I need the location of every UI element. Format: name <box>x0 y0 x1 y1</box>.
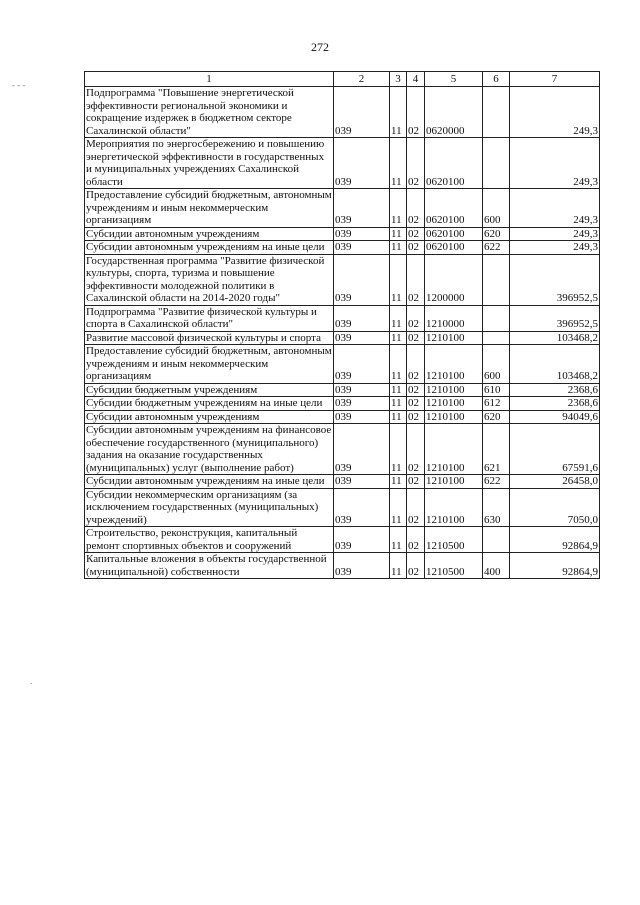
cell-amount: 26458,0 <box>510 475 600 489</box>
cell-subsection: 02 <box>407 475 425 489</box>
cell-subsection: 02 <box>407 345 425 384</box>
cell-subsection: 02 <box>407 397 425 411</box>
cell-code: 039 <box>334 527 390 553</box>
scan-mark: - - - <box>12 80 26 90</box>
scan-mark: . <box>30 676 33 686</box>
cell-expense-type: 400 <box>483 553 510 579</box>
cell-code: 039 <box>334 254 390 305</box>
cell-code: 039 <box>334 345 390 384</box>
cell-section: 11 <box>390 383 407 397</box>
cell-target-article: 1210500 <box>425 553 483 579</box>
cell-expense-type <box>483 138 510 189</box>
cell-name: Развитие массовой физической культуры и спорта <box>85 331 334 345</box>
cell-section: 11 <box>390 410 407 424</box>
cell-code: 039 <box>334 553 390 579</box>
cell-subsection: 02 <box>407 227 425 241</box>
cell-expense-type: 622 <box>483 241 510 255</box>
header-col-7: 7 <box>510 72 600 87</box>
cell-subsection: 02 <box>407 553 425 579</box>
cell-code: 039 <box>334 410 390 424</box>
cell-subsection: 02 <box>407 87 425 138</box>
cell-expense-type: 630 <box>483 488 510 527</box>
cell-target-article: 1210100 <box>425 424 483 475</box>
table-row <box>85 254 600 305</box>
cell-expense-type <box>483 527 510 553</box>
cell-amount: 249,3 <box>510 241 600 255</box>
table-row <box>85 189 600 228</box>
cell-target-article: 1200000 <box>425 254 483 305</box>
cell-name: Капитальные вложения в объекты государственной (муниципальной) собственности <box>85 553 334 579</box>
cell-amount: 249,3 <box>510 227 600 241</box>
cell-section: 11 <box>390 553 407 579</box>
cell-subsection: 02 <box>407 383 425 397</box>
cell-section: 11 <box>390 331 407 345</box>
cell-code: 039 <box>334 488 390 527</box>
cell-code: 039 <box>334 138 390 189</box>
cell-name: Субсидии автономным учреждениям <box>85 410 334 424</box>
cell-name: Субсидии бюджетным учреждениям <box>85 383 334 397</box>
cell-expense-type <box>483 254 510 305</box>
cell-name: Субсидии бюджетным учреждениям на иные цели <box>85 397 334 411</box>
cell-subsection: 02 <box>407 331 425 345</box>
cell-subsection: 02 <box>407 527 425 553</box>
cell-section: 11 <box>390 241 407 255</box>
cell-code: 039 <box>334 189 390 228</box>
cell-name: Субсидии автономным учреждениям на финансовое обеспечение государственного (муниципального) задания на оказание государственных (муниципальных) услуг (выполнение работ) <box>85 424 334 475</box>
table-header-row <box>85 72 600 87</box>
page-number: 272 <box>311 40 329 54</box>
cell-amount: 2368,6 <box>510 397 600 411</box>
cell-expense-type <box>483 331 510 345</box>
cell-section: 11 <box>390 227 407 241</box>
cell-target-article: 0620000 <box>425 87 483 138</box>
cell-amount: 94049,6 <box>510 410 600 424</box>
cell-code: 039 <box>334 475 390 489</box>
cell-code: 039 <box>334 397 390 411</box>
cell-target-article: 1210000 <box>425 305 483 331</box>
cell-amount: 249,3 <box>510 189 600 228</box>
table-row <box>85 227 600 241</box>
cell-section: 11 <box>390 87 407 138</box>
cell-subsection: 02 <box>407 241 425 255</box>
cell-amount: 396952,5 <box>510 254 600 305</box>
table-row <box>85 475 600 489</box>
cell-target-article: 0620100 <box>425 138 483 189</box>
cell-target-article: 1210100 <box>425 410 483 424</box>
cell-section: 11 <box>390 305 407 331</box>
cell-subsection: 02 <box>407 305 425 331</box>
cell-expense-type <box>483 87 510 138</box>
cell-section: 11 <box>390 254 407 305</box>
cell-amount: 67591,6 <box>510 424 600 475</box>
cell-subsection: 02 <box>407 410 425 424</box>
cell-target-article: 0620100 <box>425 189 483 228</box>
cell-expense-type: 600 <box>483 189 510 228</box>
cell-name: Подпрограмма "Повышение энергетической эффективности региональной экономики и сокращение издержек в бюджетном секторе Сахалинской области" <box>85 87 334 138</box>
table-row <box>85 488 600 527</box>
header-col-5: 5 <box>425 72 483 87</box>
header-col-2: 2 <box>334 72 390 87</box>
cell-subsection: 02 <box>407 424 425 475</box>
header-col-4: 4 <box>407 72 425 87</box>
cell-section: 11 <box>390 345 407 384</box>
cell-expense-type: 610 <box>483 383 510 397</box>
header-col-6: 6 <box>483 72 510 87</box>
cell-expense-type: 622 <box>483 475 510 489</box>
table-row <box>85 397 600 411</box>
table-row <box>85 138 600 189</box>
cell-code: 039 <box>334 305 390 331</box>
table-row <box>85 527 600 553</box>
cell-expense-type: 600 <box>483 345 510 384</box>
cell-name: Государственная программа "Развитие физической культуры, спорта, туризма и повышение эффективности молодежной политики в Сахалинской области на 2014-2020 годы" <box>85 254 334 305</box>
table-row <box>85 345 600 384</box>
table-row <box>85 331 600 345</box>
cell-code: 039 <box>334 241 390 255</box>
table-row <box>85 553 600 579</box>
cell-target-article: 1210100 <box>425 488 483 527</box>
table-row <box>85 305 600 331</box>
cell-name: Субсидии автономным учреждениям на иные цели <box>85 241 334 255</box>
cell-amount: 2368,6 <box>510 383 600 397</box>
cell-amount: 103468,2 <box>510 345 600 384</box>
cell-target-article: 1210500 <box>425 527 483 553</box>
cell-target-article: 1210100 <box>425 397 483 411</box>
cell-code: 039 <box>334 331 390 345</box>
cell-expense-type <box>483 305 510 331</box>
budget-table <box>84 71 600 579</box>
table-row <box>85 424 600 475</box>
cell-expense-type: 620 <box>483 227 510 241</box>
cell-amount: 249,3 <box>510 138 600 189</box>
cell-name: Подпрограмма "Развитие физической культуры и спорта в Сахалинской области" <box>85 305 334 331</box>
table-row <box>85 410 600 424</box>
cell-section: 11 <box>390 138 407 189</box>
cell-amount: 7050,0 <box>510 488 600 527</box>
cell-amount: 396952,5 <box>510 305 600 331</box>
cell-code: 039 <box>334 424 390 475</box>
cell-subsection: 02 <box>407 254 425 305</box>
cell-target-article: 1210100 <box>425 331 483 345</box>
cell-code: 039 <box>334 383 390 397</box>
cell-section: 11 <box>390 527 407 553</box>
cell-target-article: 0620100 <box>425 241 483 255</box>
cell-code: 039 <box>334 227 390 241</box>
cell-target-article: 1210100 <box>425 383 483 397</box>
cell-subsection: 02 <box>407 138 425 189</box>
cell-target-article: 0620100 <box>425 227 483 241</box>
cell-expense-type: 620 <box>483 410 510 424</box>
cell-name: Предоставление субсидий бюджетным, автономным учреждениям и иным некоммерческим организациям <box>86 189 332 226</box>
cell-name: Субсидии автономным учреждениям на иные цели <box>85 475 334 489</box>
cell-section: 11 <box>390 475 407 489</box>
table-row <box>85 87 600 138</box>
header-col-1: 1 <box>85 72 334 87</box>
cell-name: Мероприятия по энергосбережению и повышению энергетической эффективности в государственных и муниципальных учреждениях Сахалинской области <box>85 138 334 189</box>
cell-amount: 92864,9 <box>510 527 600 553</box>
cell-section: 11 <box>390 397 407 411</box>
cell-name: Строительство, реконструкция, капитальный ремонт спортивных объектов и сооружений <box>85 527 334 553</box>
cell-section: 11 <box>390 189 407 228</box>
cell-amount: 103468,2 <box>510 331 600 345</box>
cell-target-article: 1210100 <box>425 345 483 384</box>
cell-subsection: 02 <box>407 488 425 527</box>
cell-expense-type: 621 <box>483 424 510 475</box>
cell-section: 11 <box>390 488 407 527</box>
cell-amount: 249,3 <box>510 87 600 138</box>
cell-amount: 92864,9 <box>510 553 600 579</box>
cell-subsection: 02 <box>407 189 425 228</box>
header-col-3: 3 <box>390 72 407 87</box>
cell-name: Предоставление субсидий бюджетным, автономным учреждениям и иным некоммерческим организациям <box>86 345 332 382</box>
cell-section: 11 <box>390 424 407 475</box>
cell-target-article: 1210100 <box>425 475 483 489</box>
cell-name: Субсидии некоммерческим организациям (за исключением государственных (муниципальных) учреждений) <box>85 488 334 527</box>
cell-expense-type: 612 <box>483 397 510 411</box>
cell-code: 039 <box>334 87 390 138</box>
table-row <box>85 241 600 255</box>
table-row <box>85 383 600 397</box>
cell-name: Субсидии автономным учреждениям <box>85 227 334 241</box>
